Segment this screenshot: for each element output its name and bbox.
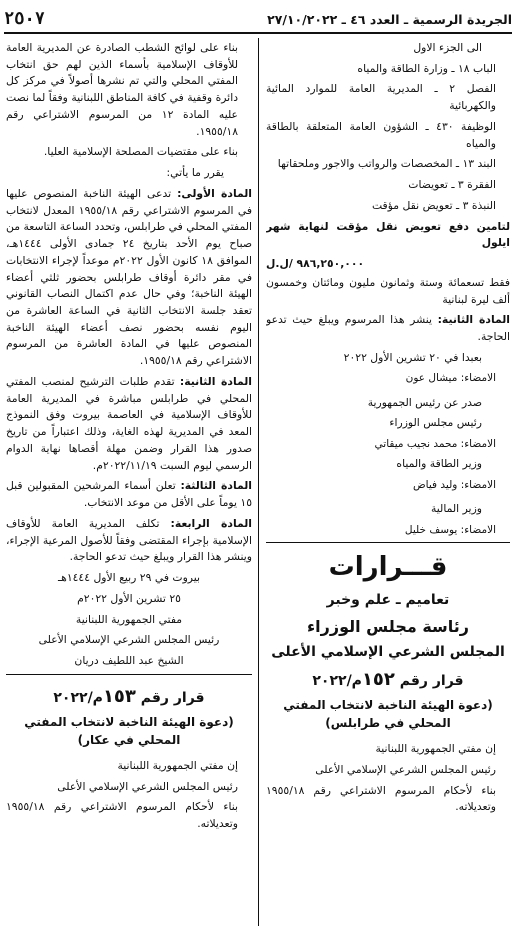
page-header (4, 6, 512, 34)
article-2 (266, 312, 510, 345)
issued-by: صدر عن رئيس الجمهورية (367, 395, 482, 409)
decision-suffix: م/٢٠٢٢ (312, 672, 362, 689)
amount-words: فقط تسعمائة وستة وثمانون مليون ومائتان وخمسون ألف ليرة لبنانية (266, 275, 510, 306)
decision-label: قرار رقم (140, 689, 205, 706)
article-3 (6, 478, 252, 511)
decision-number: ١٥٢ (361, 668, 395, 690)
article-label: المادة الرابعة: (170, 516, 252, 530)
council-heading: المجلس الشرعي الإسلامي الأعلى (271, 644, 505, 661)
budget-line: الوظيفة ٤٣٠ ـ الشؤون العامة المتعلقة بالطاقة والمياه (266, 119, 497, 150)
budget-line: الى الجزء الاول (413, 41, 482, 54)
article-text: تقدم طلبات الترشيح لمنصب المفتي المحلي في طرابلس مباشرة في المديرية العامة للأوقاف الإسلامية في العاصمة بيروت وفق النموذج المعد في المديرية لهذه الغاية، وذلك اعتباراً من تاريخ صدور هذا القرار وضمن مهلة أقصاها نهاية الدوام الرسمي ليوم السبت ٢٠٢٢/١١/١٩م. (6, 374, 252, 472)
decree-date: بعبدا في ٢٠ تشرين الأول ٢٠٢٢ (343, 350, 482, 364)
decision-subject: (دعوة الهيئة الناخبة لانتخاب المفتي المحلي في طرابلس) (283, 697, 493, 731)
left-column (6, 40, 252, 928)
decides-line: يقرر ما يأتي: (166, 166, 224, 180)
article-2 (6, 374, 252, 474)
intro-line: رئيس المجلس الشرعي الإسلامي الأعلى (315, 762, 496, 776)
signer-name: الشيخ عبد اللطيف دريان (74, 653, 184, 667)
decisions-heading: قـــرارات (328, 552, 448, 583)
date-hijri: بيروت في ٢٩ ربيع الأول ١٤٤٤هـ (57, 571, 201, 585)
section-rule (266, 542, 510, 543)
signature-president: الامضاء: ميشال عون (405, 372, 496, 385)
article-label: المادة الأولى: (177, 186, 252, 200)
article-label: المادة الثانية: (437, 313, 510, 327)
article-1 (6, 186, 252, 370)
budget-line: الفقرة ٣ ـ تعويضات (408, 178, 496, 192)
finance-minister: وزير المالية (431, 502, 482, 516)
article-4 (6, 516, 252, 566)
page-number: ٢٥٠٧ (4, 9, 45, 29)
budget-line: الفصل ٢ ـ المديرية العامة للموارد المائية والكهربائية (266, 82, 496, 113)
intro-line: إن مفتي الجمهورية اللبنانية (117, 758, 238, 772)
section-rule (6, 674, 252, 675)
decision-suffix: م/٢٠٢٢ (53, 689, 103, 706)
budget-line: الباب ١٨ ـ وزارة الطاقة والمياه (357, 61, 496, 75)
purpose-text: لتامين دفع تعويض نقل مؤقت لنهاية شهر ايلول (266, 219, 510, 250)
column-divider (258, 38, 259, 926)
decision-title (6, 683, 252, 711)
signature-pm: الامضاء: محمد نجيب ميقاتي (374, 438, 496, 451)
signer-title: رئيس المجلس الشرعي الإسلامي الأعلى (38, 633, 220, 647)
article-label: المادة الثالثة: (180, 479, 252, 493)
decision-label: قرار رقم (399, 672, 464, 689)
article-text: تكلف المديرية العامة للأوقاف الإسلامية بإجراء المقتضى وفقاً للأصول المرعية الإجراء، وينشر هذا القرار ويبلغ حيث تدعو الحاجة. (6, 516, 252, 564)
decisions-subheading: تعاميم ـ علم وخبر (326, 591, 450, 608)
pcm-heading: رئاسة مجلس الوزراء (307, 617, 469, 637)
signature-finance: الامضاء: يوسف خليل (404, 524, 496, 537)
amount-figure: ٩٨٦,٢٥٠,٠٠٠ /ل.ل (266, 257, 365, 271)
decision-title (266, 666, 510, 694)
article-label: المادة الثانية: (179, 374, 252, 388)
budget-line: البند ١٣ ـ المخصصات والرواتب والاجور وملحقاتها (277, 157, 496, 171)
signer-title: مفتي الجمهورية اللبنانية (75, 612, 183, 626)
signature-energy: الامضاء: وليد فياض (412, 479, 496, 492)
date-gregorian: ٢٥ تشرين الأول ٢٠٢٢م (77, 591, 181, 605)
article-text: تعلن أسماء المرشحين المقبولين قبل ١٥ يوماً على الأقل من موعد الانتخاب. (6, 479, 252, 510)
preamble-paragraph: بناء على مقتضيات المصلحة الإسلامية العليا. (43, 145, 238, 159)
intro-line: بناء لأحكام المرسوم الاشتراعي رقم ١٩٥٥/١٨ وتعديلاته. (6, 800, 238, 830)
energy-minister: وزير الطاقة والمياه (396, 457, 482, 471)
article-text: تدعى الهيئة الناخبة المنصوص عليها في المرسوم الاشتراعي رقم ١٩٥٥/١٨ المعدل لانتخاب المفتي المحلي في طرابلس، وتحدد الساعة التاسعة من صباح يوم الأحد بتاريخ ٢٤ جمادى الأولى ١٤٤٤هـ، الموافق ١٨ كانون الأول ٢٠٢٢م موعداً لإجراء الانتخابات في مقر دائرة أوقاف طرابلس بحضور ثلثي أعضاء الهيئة الناخبة؛ وفي حال عدم اكتمال النصاب القانوني تعقد جلسة الانتخاب الثانية في الساعة العاشرة من اليوم نفسه بحضور نصف أعضاء الهيئة الناخبة المنصوص عليها في المادة العاشرة من المرسوم الاشتراعي رقم ١٩٥٥/١٨. (6, 186, 252, 368)
preamble-paragraph: بناء على لوائح الشطب الصادرة عن المديرية العامة للأوقاف الإسلامية بأسماء الذين لهم حق انتخاب المفتي المحلي والتي تم نشرها أصولاً في مركز كل دائرة وقفية في كافة المناطق اللبنانية وفقاً لما نصت عليه المادة ١٢ من المرسوم الاشتراعي رقم ١٩٥٥/١٨. (6, 41, 238, 138)
article-text: ينشر هذا المرسوم ويبلغ حيث تدعو الحاجة. (266, 313, 510, 344)
journal-title: الجريدة الرسمية ـ العدد ٤٦ ـ ٢٧/١٠/٢٠٢٢ (267, 11, 512, 27)
pm-title: رئيس مجلس الوزراء (389, 416, 482, 430)
intro-line: بناء لأحكام المرسوم الاشتراعي رقم ١٩٥٥/١٨ وتعديلاته. (266, 783, 496, 814)
intro-line: إن مفتي الجمهورية اللبنانية (375, 742, 496, 756)
intro-line: رئيس المجلس الشرعي الإسلامي الأعلى (57, 779, 238, 793)
budget-line: النبذة ٣ ـ تعويض نقل مؤقت (371, 198, 496, 212)
decision-number: ١٥٣ (102, 685, 136, 707)
decision-subject: (دعوة الهيئة الناخبة لانتخاب المفتي المحلي في عكار) (24, 714, 234, 748)
right-column (266, 40, 510, 928)
